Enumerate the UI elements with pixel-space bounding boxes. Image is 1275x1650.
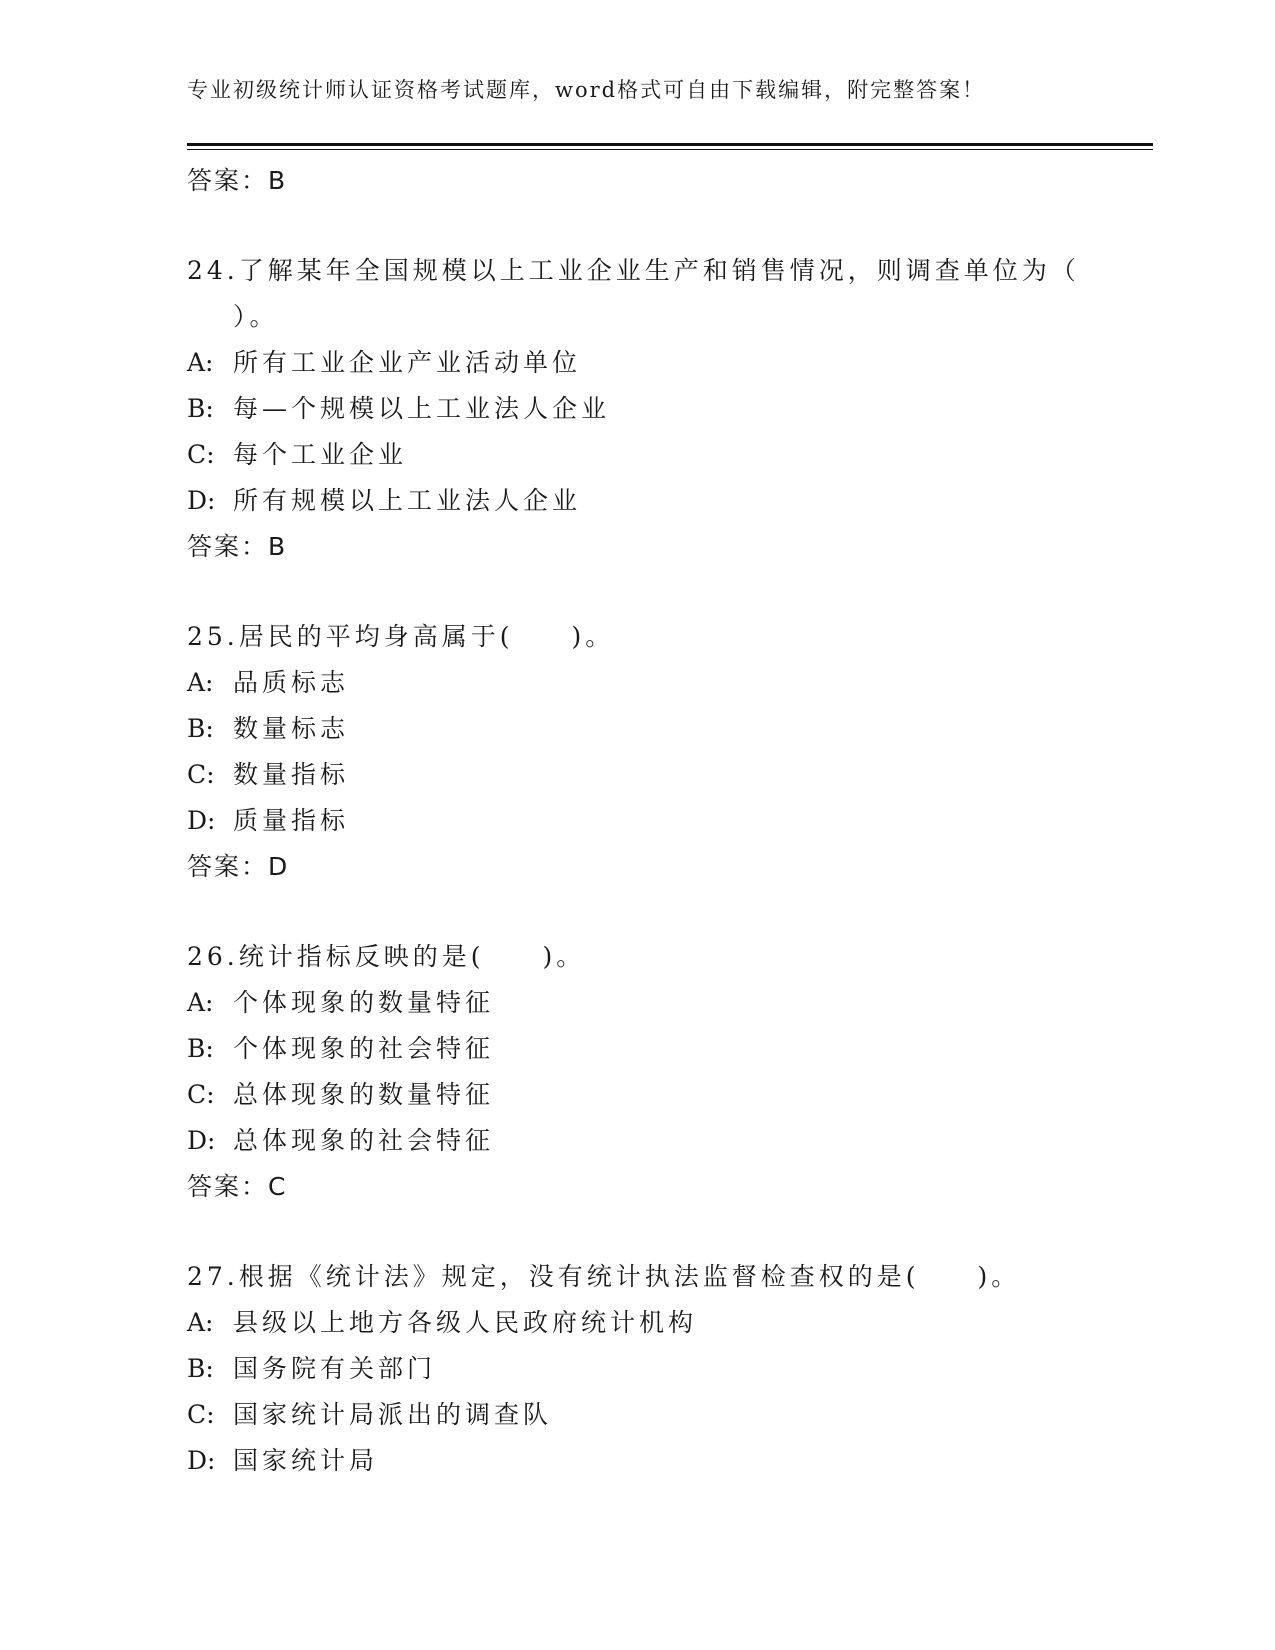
document-body bbox=[187, 158, 1087, 1484]
option-label: D: bbox=[187, 1126, 216, 1155]
option-text: 数量指标 bbox=[233, 760, 350, 789]
option-b bbox=[187, 386, 1087, 432]
option-a bbox=[187, 980, 1087, 1026]
option-d bbox=[187, 478, 1087, 524]
option-d bbox=[187, 1118, 1087, 1164]
option-b bbox=[187, 706, 1087, 752]
question-stem: 26.统计指标反映的是( )。 bbox=[187, 942, 586, 971]
option-b bbox=[187, 1346, 1087, 1392]
question-block bbox=[187, 614, 1087, 890]
option-label: D: bbox=[187, 1446, 216, 1475]
header-rule-thin bbox=[187, 149, 1153, 150]
option-text: 所有规模以上工业法人企业 bbox=[233, 486, 582, 515]
answer-line: 答案：D bbox=[187, 852, 290, 881]
option-text: 每—个规模以上工业法人企业 bbox=[233, 394, 611, 423]
option-text: 所有工业企业产业活动单位 bbox=[233, 348, 582, 377]
spacer bbox=[187, 1210, 1087, 1254]
spacer bbox=[187, 204, 1087, 248]
option-label: C: bbox=[187, 1080, 215, 1109]
option-label: D: bbox=[187, 486, 216, 515]
option-label: D: bbox=[187, 806, 216, 835]
option-d bbox=[187, 798, 1087, 844]
question-block bbox=[187, 248, 1087, 570]
question-stem: 25.居民的平均身高属于( )。 bbox=[187, 622, 615, 651]
option-a bbox=[187, 660, 1087, 706]
option-text: 国务院有关部门 bbox=[233, 1354, 437, 1383]
option-label: C: bbox=[187, 440, 215, 469]
option-text: 质量指标 bbox=[233, 806, 350, 835]
question-stem: 24.了解某年全国规模以上工业企业生产和销售情况，则调查单位为（ bbox=[187, 256, 1080, 285]
question-block bbox=[187, 1254, 1087, 1484]
option-label: A: bbox=[187, 1308, 214, 1337]
option-label: A: bbox=[187, 348, 214, 377]
option-text: 县级以上地方各级人民政府统计机构 bbox=[233, 1308, 698, 1337]
option-text: 总体现象的社会特征 bbox=[233, 1126, 495, 1155]
option-label: C: bbox=[187, 760, 215, 789]
option-label: B: bbox=[187, 1034, 214, 1063]
option-text: 个体现象的数量特征 bbox=[233, 988, 495, 1017]
option-label: B: bbox=[187, 1354, 214, 1383]
option-label: A: bbox=[187, 668, 214, 697]
option-b bbox=[187, 1026, 1087, 1072]
spacer bbox=[187, 570, 1087, 614]
option-text: 数量标志 bbox=[233, 714, 350, 743]
option-label: C: bbox=[187, 1400, 215, 1429]
option-text: 国家统计局派出的调查队 bbox=[233, 1400, 553, 1429]
answer-line: 答案：B bbox=[187, 532, 288, 561]
answer-line: 答案：B bbox=[187, 166, 288, 195]
option-c bbox=[187, 1072, 1087, 1118]
question-block bbox=[187, 934, 1087, 1210]
option-label: A: bbox=[187, 988, 214, 1017]
spacer bbox=[187, 890, 1087, 934]
option-text: 个体现象的社会特征 bbox=[233, 1034, 495, 1063]
question-stem-continued: ）。 bbox=[233, 302, 279, 331]
header-text: 专业初级统计师认证资格考试题库，word格式可自由下载编辑，附完整答案！ bbox=[187, 78, 986, 102]
option-text: 总体现象的数量特征 bbox=[233, 1080, 495, 1109]
header-rule-thick bbox=[187, 143, 1153, 146]
option-d bbox=[187, 1438, 1087, 1484]
option-label: B: bbox=[187, 394, 214, 423]
option-c bbox=[187, 752, 1087, 798]
option-text: 每个工业企业 bbox=[233, 440, 408, 469]
option-text: 国家统计局 bbox=[233, 1446, 379, 1475]
option-c bbox=[187, 432, 1087, 478]
option-text: 品质标志 bbox=[233, 668, 350, 697]
option-c bbox=[187, 1392, 1087, 1438]
option-label: B: bbox=[187, 714, 214, 743]
answer-line: 答案：C bbox=[187, 1172, 288, 1201]
question-stem: 27.根据《统计法》规定，没有统计执法监督检查权的是( )。 bbox=[187, 1262, 1021, 1291]
option-a bbox=[187, 1300, 1087, 1346]
option-a bbox=[187, 340, 1087, 386]
